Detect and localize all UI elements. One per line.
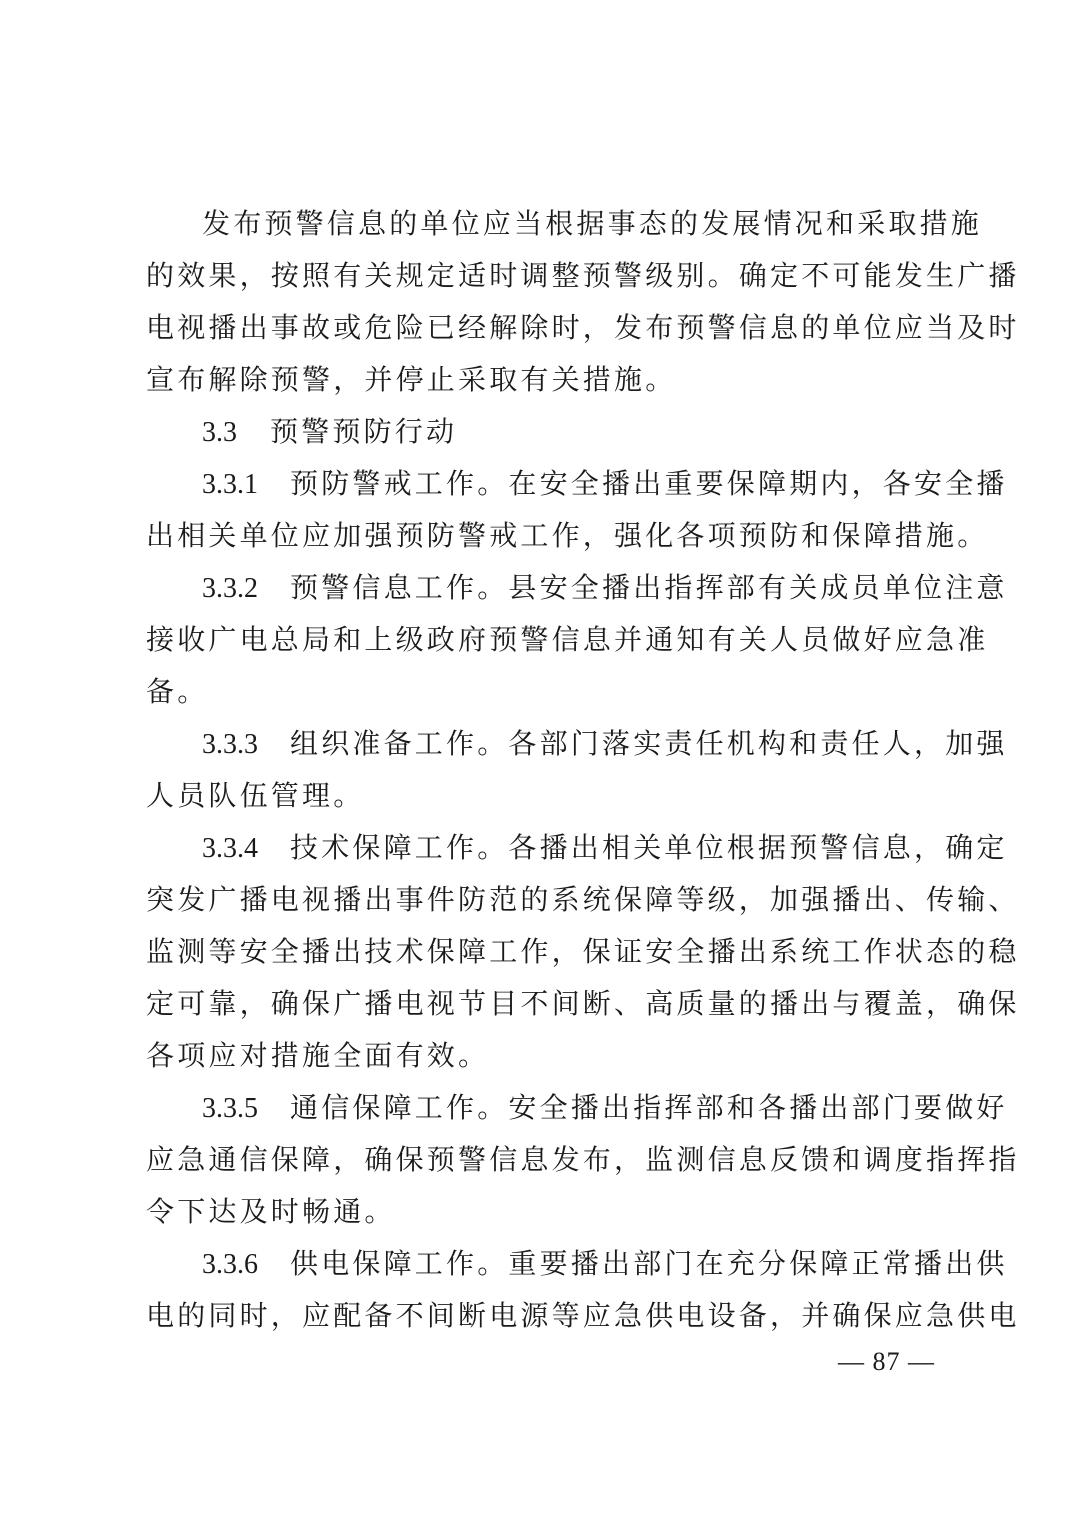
clause-text: 预警信息工作。县安全播出指挥部有关成员单位注意 bbox=[290, 571, 1008, 604]
text-line: 定可靠，确保广播电视节目不间断、高质量的播出与覆盖，确保 bbox=[146, 987, 1020, 1020]
text-line: 的效果，按照有关规定适时调整预警级别。确定不可能发生广播 bbox=[146, 259, 1020, 292]
text-line bbox=[146, 828, 1008, 868]
clause-number: 3.3.1 bbox=[202, 469, 258, 500]
text-line: 电视播出事故或危险已经解除时，发布预警信息的单位应当及时 bbox=[146, 311, 1020, 344]
text-line: 出相关单位应加强预防警戒工作，强化各项预防和保障措施。 bbox=[146, 519, 989, 552]
text-line: 发布预警信息的单位应当根据事态的发展情况和采取措施 bbox=[202, 207, 983, 240]
text-line: 宣布解除预警，并停止采取有关措施。 bbox=[146, 363, 677, 396]
clause-text: 通信保障工作。安全播出指挥部和各播出部门要做好 bbox=[290, 1091, 1008, 1124]
clause-number: 3.3.3 bbox=[202, 729, 258, 760]
page-number: — 87 — bbox=[838, 1347, 935, 1376]
text-line: 应急通信保障，确保预警信息发布，监测信息反馈和调度指挥指 bbox=[146, 1143, 1020, 1176]
text-line: 各项应对措施全面有效。 bbox=[146, 1039, 490, 1072]
section-title: 预警预防行动 bbox=[270, 415, 458, 448]
text-line: 接收广电总局和上级政府预警信息并通知有关人员做好应急准 bbox=[146, 623, 989, 656]
text-line bbox=[146, 724, 1008, 764]
section-heading bbox=[146, 412, 1000, 452]
text-line bbox=[146, 464, 1008, 504]
text-line: 突发广播电视播出事件防范的系统保障等级，加强播出、传输、 bbox=[146, 883, 1020, 916]
clause-number: 3.3.5 bbox=[202, 1093, 258, 1124]
text-line: 令下达及时畅通。 bbox=[146, 1195, 396, 1228]
text-line: 备。 bbox=[146, 675, 209, 708]
clause-text: 技术保障工作。各播出相关单位根据预警信息，确定 bbox=[290, 831, 1008, 864]
clause-text: 组织准备工作。各部门落实责任机构和责任人，加强 bbox=[290, 727, 1008, 760]
text-line bbox=[146, 1088, 1008, 1128]
clause-number: 3.3.6 bbox=[202, 1249, 258, 1280]
text-line: 监测等安全播出技术保障工作，保证安全播出系统工作状态的稳 bbox=[146, 935, 1020, 968]
section-number: 3.3 bbox=[202, 417, 237, 448]
text-line: 电的同时，应配备不间断电源等应急供电设备，并确保应急供电 bbox=[146, 1299, 1020, 1332]
clause-number: 3.3.2 bbox=[202, 573, 258, 604]
text-line: 人员队伍管理。 bbox=[146, 779, 365, 812]
clause-text: 供电保障工作。重要播出部门在充分保障正常播出供 bbox=[290, 1247, 1008, 1280]
text-line bbox=[146, 1244, 1008, 1284]
clause-number: 3.3.4 bbox=[202, 833, 258, 864]
text-line bbox=[146, 568, 1008, 608]
clause-text: 预防警戒工作。在安全播出重要保障期内，各安全播 bbox=[290, 467, 1008, 500]
